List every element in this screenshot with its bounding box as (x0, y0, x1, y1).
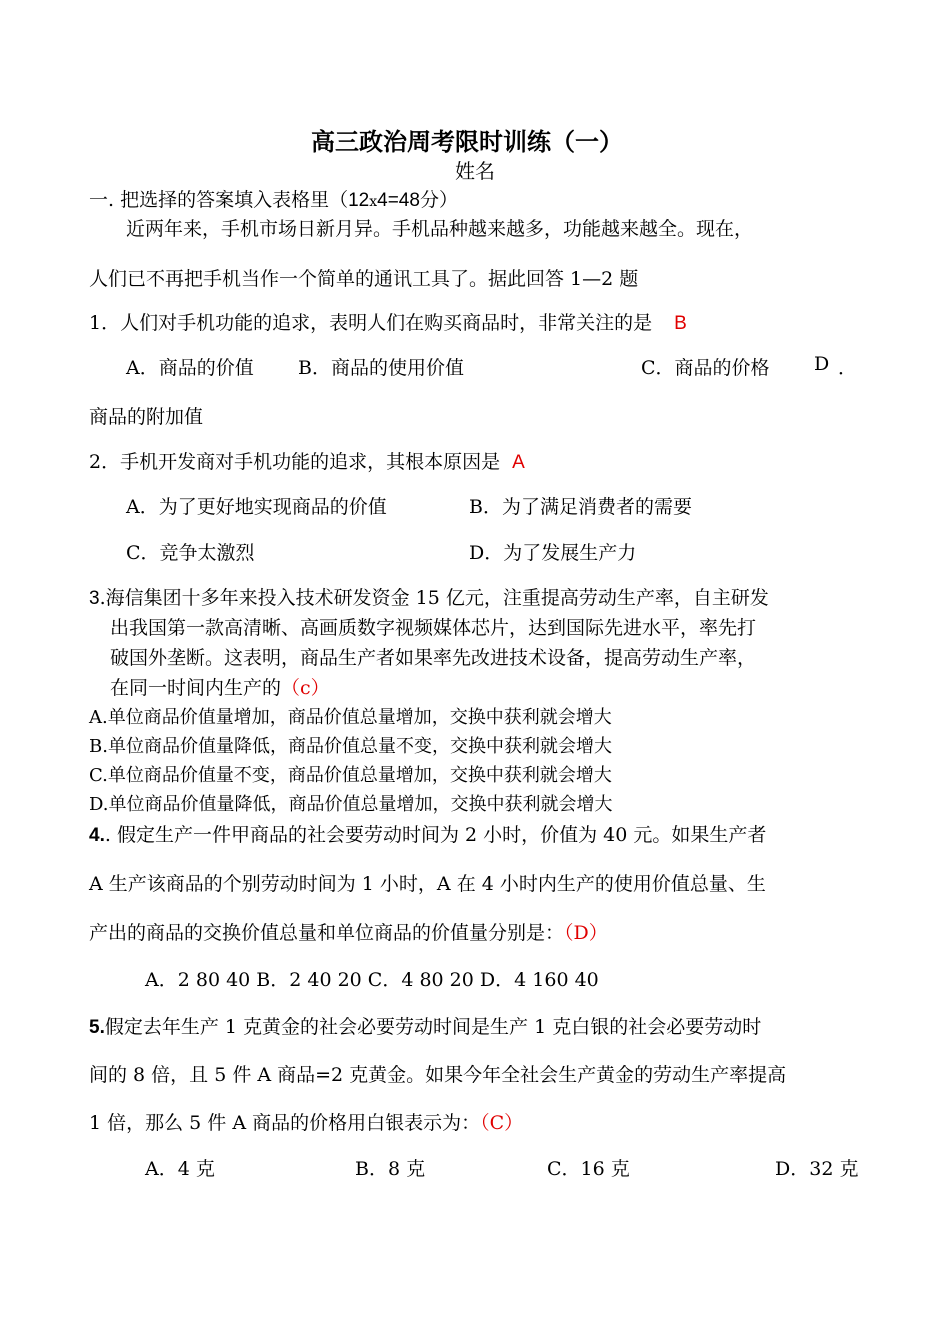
question-2-option-d: D．为了发展生产力 (469, 542, 637, 564)
question-3-text-1: .海信集团十多年来投入技术研发资金 15 亿元，注重提高劳动生产率，自主研发 (99, 587, 769, 609)
section-score-b: 4=48 (377, 190, 420, 211)
question-3-number: 3 (89, 588, 100, 609)
section-suffix: 分） (419, 189, 458, 211)
question-5-option-d: D．32 克 (775, 1158, 859, 1180)
question-5-number: 5. (89, 1017, 105, 1038)
question-2-option-a: A．为了更好地实现商品的价值 (126, 496, 387, 518)
question-4-line-3 (89, 918, 608, 945)
question-4-number: 4. (89, 825, 105, 846)
question-1-stem: 1．人们对手机功能的追求，表明人们在购买商品时，非常关注的是 (89, 312, 653, 334)
question-3-line-3: 破国外垄断。这表明，商品生产者如果率先改进技术设备，提高劳动生产率， (110, 647, 757, 669)
question-4-text-3: 产出的商品的交换价值总量和单位商品的价值量分别是： (89, 922, 565, 944)
question-3-option-a: A.单位商品价值量增加，商品价值总量增加，交换中获利就会增大 (89, 707, 612, 728)
question-1-option-d-letter: D (814, 353, 830, 375)
question-5-line-3 (89, 1108, 523, 1135)
section-score-a: 12 (348, 190, 370, 211)
question-2-option-c: C．竞争太激烈 (126, 542, 255, 564)
intro-line-1: 近两年来，手机市场日新月异。手机品种越来越多，功能越来越全。现在， (126, 218, 754, 240)
question-5-answer: （C） (480, 1112, 524, 1134)
question-3-line-1 (89, 583, 769, 610)
question-1-option-d-text: 商品的附加值 (89, 406, 204, 428)
name-label: 姓名 (455, 159, 495, 183)
question-4-line-2: A 生产该商品的个别劳动时间为 1 小时，A 在 4 小时内生产的使用价值总量、生 (89, 873, 766, 895)
question-5-line-2: 间的 8 倍，且 5 件 A 商品=2 克黄金。如果今年全社会生产黄金的劳动生产率提高 (89, 1064, 787, 1086)
page-title: 高三政治周考限时训练（一） (311, 127, 623, 156)
question-3-option-c: C.单位商品价值量不变，商品价值总量增加，交换中获利就会增大 (89, 765, 612, 786)
question-2-option-b: B．为了满足消费者的需要 (469, 496, 692, 518)
question-2 (89, 447, 525, 474)
section-heading (89, 185, 458, 212)
question-5-option-a: A．4 克 (145, 1158, 215, 1180)
question-5-option-c: C．16 克 (547, 1158, 630, 1180)
question-4-answer: （D） (564, 922, 608, 944)
question-3-line-4 (110, 673, 330, 700)
question-5-text-3: 1 倍，那么 5 件 A 商品的价格用白银表示为： (89, 1112, 481, 1134)
question-4-text-1: . 假定生产一件甲商品的社会要劳动时间为 2 小时，价值为 40 元。如果生产者 (104, 824, 767, 846)
question-1-answer: B (674, 313, 687, 334)
question-3-option-b: B.单位商品价值量降低，商品价值总量不变，交换中获利就会增大 (89, 736, 612, 757)
question-5-option-b: B．8 克 (355, 1158, 426, 1180)
intro-line-2: 人们已不再把手机当作一个简单的通讯工具了。据此回答 1—2 题 (89, 268, 639, 290)
question-1-option-a: A．商品的价值 (126, 357, 254, 379)
question-1-option-c: C．商品的价格 (641, 357, 770, 379)
section-prefix: 一. 把选择的答案填入表格里（ (89, 189, 349, 211)
question-3-option-d: D.单位商品价值量降低，商品价值总量增加，交换中获利就会增大 (89, 794, 613, 815)
question-1-option-b: B．商品的使用价值 (298, 357, 464, 379)
section-score-x: x (369, 194, 378, 210)
question-1-option-d-dot: ． (838, 357, 858, 379)
question-3-text-4: 在同一时间内生产的 (110, 677, 282, 699)
question-2-stem: 2．手机开发商对手机功能的追求，其根本原因是 (89, 451, 501, 473)
question-5-line-1 (89, 1012, 761, 1039)
question-3-answer: （c） (281, 677, 330, 699)
question-1 (89, 308, 687, 335)
question-3-line-2: 出我国第一款高清晰、高画质数字视频媒体芯片，达到国际先进水平，率先打 (110, 617, 757, 639)
question-5-text-1: 假定去年生产 1 克黄金的社会必要劳动时间是生产 1 克白银的社会必要劳动时 (104, 1016, 762, 1038)
question-2-answer: A (512, 452, 525, 473)
question-4-line-1 (89, 820, 766, 847)
question-4-options: A．2 80 40 B．2 40 20 C．4 80 20 D．4 160 40 (145, 969, 599, 991)
